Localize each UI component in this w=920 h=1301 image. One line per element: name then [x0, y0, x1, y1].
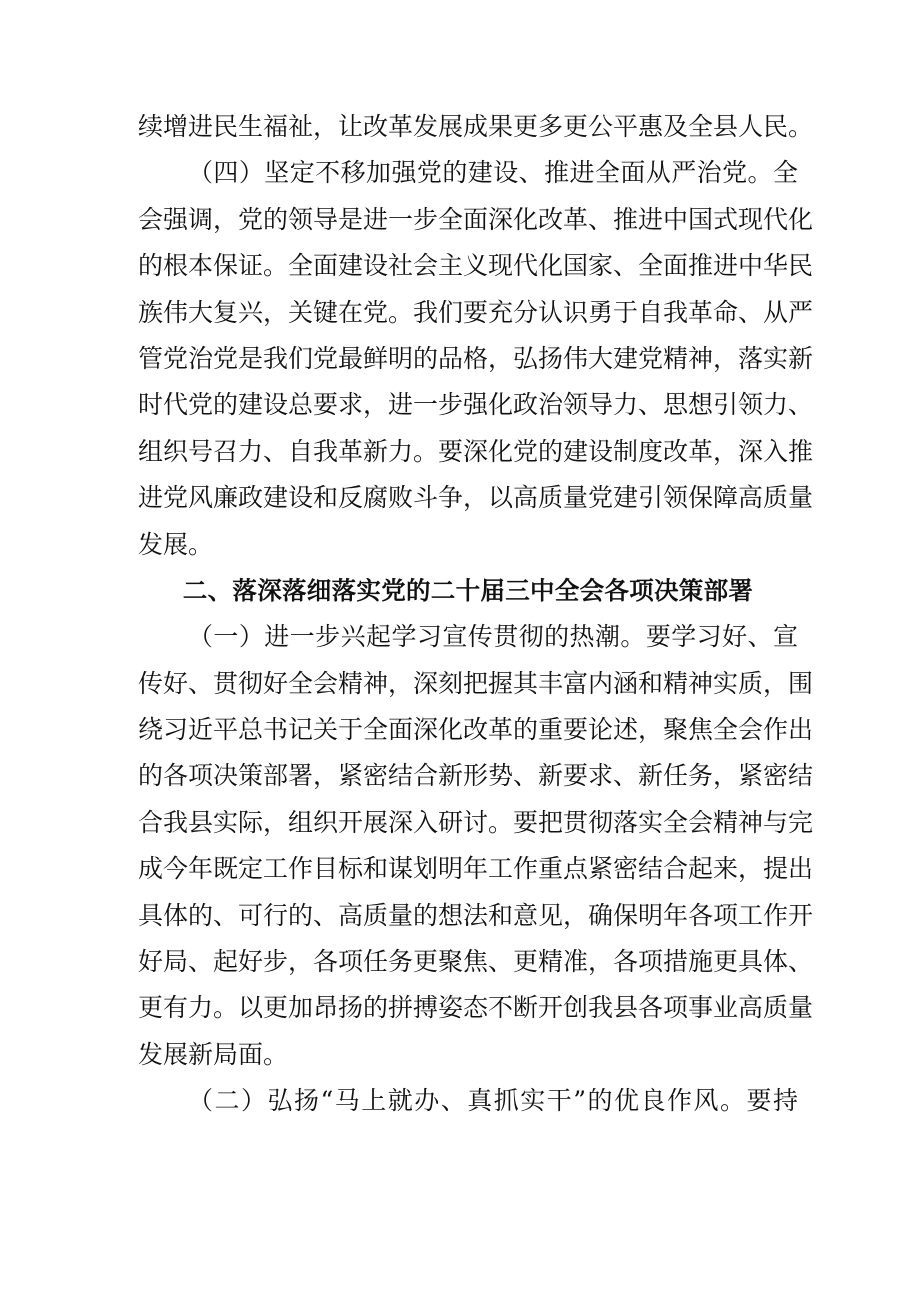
paragraph-line: 成今年既定工作目标和谋划明年工作重点紧密结合起来，提出: [138, 854, 814, 884]
paragraph-line: 绕习近平总书记关于全面深化改革的重要论述，聚焦全会作出: [138, 715, 814, 745]
paragraph-line: 的各项决策部署，紧密结合新形势、新要求、新任务，紧密结: [138, 761, 814, 791]
paragraph-line: 好局、起好步，各项任务更聚焦、更精准，各项措施更具体、: [138, 947, 814, 977]
paragraph-line: 合我县实际，组织开展深入研讨。要把贯彻落实全会精神与完: [138, 807, 814, 837]
paragraph-line: 更有力。以更加昂扬的拼搏姿态不断开创我县各项事业高质量: [138, 993, 814, 1023]
paragraph-line: 时代党的建设总要求，进一步强化政治领导力、思想引领力、: [138, 390, 814, 420]
document-page: [138, 104, 814, 1125]
paragraph-line: 族伟大复兴，关键在党。我们要充分认识勇于自我革命、从严: [138, 297, 814, 327]
subsection-one-title-line: （一）进一步兴起学习宣传贯彻的热潮。要学习好、宣: [188, 622, 798, 652]
paragraph-line: 发展新局面。: [138, 1039, 289, 1069]
paragraph-line: 传好、贯彻好全会精神，深刻把握其丰富内涵和精神实质，围: [138, 668, 814, 698]
paragraph-line: 发展。: [138, 529, 214, 559]
paragraph-line: 组织号召力、自我革新力。要深化党的建设制度改革，深入推: [138, 436, 814, 466]
paragraph-line: 具体的、可行的、高质量的想法和意见，确保明年各项工作开: [138, 900, 814, 930]
paragraph-line: 管党治党是我们党最鲜明的品格，弘扬伟大建党精神，落实新: [138, 343, 814, 373]
paragraph-line: 进党风廉政建设和反腐败斗争，以高质量党建引领保障高质量: [138, 483, 814, 513]
paragraph-line: 的根本保证。全面建设社会主义现代化国家、全面推进中华民: [138, 251, 814, 281]
section-four-title-line: （四）坚定不移加强党的建设、推进全面从严治党。全: [188, 158, 798, 188]
paragraph-line: 续增进民生福祉，让改革发展成果更多更公平惠及全县人民。: [138, 112, 814, 141]
section-heading: 二、落深落细落实党的二十届三中全会各项决策部署: [182, 575, 754, 605]
subsection-two-title-line: （二）弘扬“马上就办、真抓实干”的优良作风。要持: [188, 1086, 798, 1116]
paragraph-line: 会强调，党的领导是进一步全面深化改革、推进中国式现代化: [138, 204, 814, 234]
